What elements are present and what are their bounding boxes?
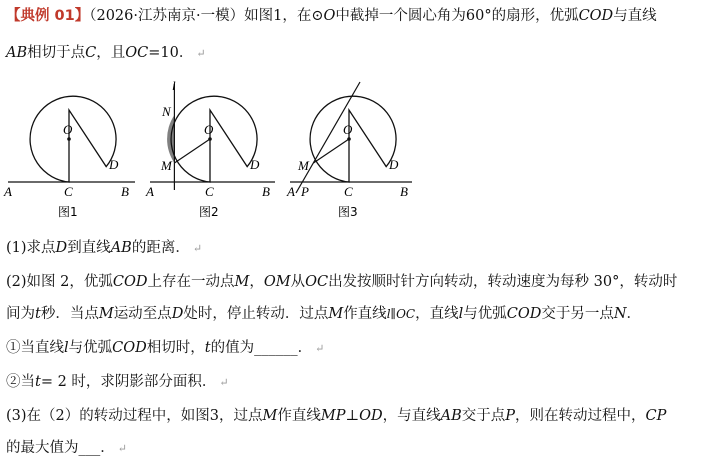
q2l2-var-N: N <box>613 306 627 322</box>
fig1-label-D: D <box>109 157 119 172</box>
question-1 <box>6 238 202 259</box>
fig2-label-M: M <box>161 158 172 173</box>
fig1-label-B: B <box>121 184 129 199</box>
fig3-center-dot <box>347 137 351 141</box>
var-COD: COD <box>578 8 614 24</box>
q2l2-text-h: 交于另一点 <box>541 306 614 322</box>
fig3-line-MP <box>296 82 360 193</box>
line2-text-a: 相切于点 <box>27 45 86 61</box>
q3-text-e: ，则在转动过程中， <box>515 408 646 424</box>
q2b-var-t: t <box>35 374 41 390</box>
q2a-text-a: ①当直线 <box>6 340 64 356</box>
q2-var-COD: COD <box>112 274 148 290</box>
q2b-text-a: ②当 <box>6 374 35 390</box>
fig2-caption: 图2 <box>199 205 219 219</box>
q2-text-b: 上存在一动点 <box>147 274 235 290</box>
q3-text-a: (3)在（2）的转动过程中，如图3，过点 <box>6 408 263 424</box>
problem-line-2 <box>6 43 206 64</box>
problem-header <box>6 6 657 26</box>
q1-var-AB: AB <box>110 240 132 256</box>
q2a-var-t: t <box>204 340 211 356</box>
q2l2-var-COD: COD <box>506 306 542 322</box>
q2-text-e: 出发按顺时针方向转动，转动速度为每秒 30°，转动时 <box>328 274 678 290</box>
q3-var-OD: OD <box>359 408 383 424</box>
q2l2-var-l: l <box>458 306 464 322</box>
q2-text-c: ， <box>249 274 264 290</box>
figure-2 <box>145 78 275 219</box>
q2b-text-b: = 2 时，求阴影部分面积． <box>40 374 217 390</box>
q2-text-d: 从 <box>290 274 306 290</box>
fig3-label-P: P <box>301 184 309 199</box>
q2l2-text-e: 作直线 <box>343 306 387 322</box>
q2-var-OC: OC <box>305 274 329 290</box>
q2a-text-d: 的值为______． <box>210 340 313 356</box>
fig2-label-A: A <box>146 184 154 199</box>
return-mark: ↵ <box>219 376 229 389</box>
q3-text-b: 作直线 <box>277 408 321 424</box>
fig3-label-B: B <box>400 184 408 199</box>
q3-var-AB: AB <box>440 408 462 424</box>
fig2-label-B: B <box>262 184 270 199</box>
fig2-label-N: N <box>162 104 171 119</box>
fig3-label-C: C <box>344 184 353 199</box>
return-mark: ↵ <box>192 242 203 255</box>
var-AB: AB <box>6 45 28 61</box>
q2l2-text-d: 处时，停止转动．过点 <box>183 306 329 322</box>
line2-text-b: ，且 <box>96 45 126 61</box>
question-2-line-2 <box>6 304 641 324</box>
q2l2-var-t: t <box>35 306 41 322</box>
q1-var-D: D <box>55 240 68 256</box>
var-OC: OC <box>125 45 149 61</box>
q2l2-var-M: M <box>98 306 114 322</box>
q3-var-P: P <box>505 408 516 424</box>
q3-var-MP: MP <box>320 408 346 424</box>
var-O: O <box>323 8 336 24</box>
q2l2-text-b: 秒．当点 <box>40 306 99 322</box>
var-C: C <box>85 45 97 61</box>
q2l2-text-a: 间为 <box>6 306 35 322</box>
fig2-label-C: C <box>205 184 214 199</box>
fig1-caption: 图1 <box>58 205 78 219</box>
return-mark: ↵ <box>315 342 325 355</box>
figure-1 <box>3 96 135 219</box>
q2l2-text-c: 运动至点 <box>113 306 172 322</box>
header-text-2: 中截掉一个圆心角为60°的扇形，优弧 <box>335 8 579 24</box>
q2l2-text-i: ． <box>626 306 642 322</box>
fig2-radius-OM <box>174 139 210 163</box>
q3-var-M: M <box>262 408 278 424</box>
q2l2-text-f: ，直线 <box>415 306 459 322</box>
fig3-caption: 图3 <box>338 205 358 219</box>
question-2-line-1 <box>6 272 677 292</box>
q3-var-CP: CP <box>645 408 667 424</box>
fig3-label-O: O <box>343 122 353 137</box>
fig1-label-A: A <box>4 184 12 199</box>
header-text-1: 如图1，在⊙ <box>244 8 324 24</box>
q2a-text-c: 相切时， <box>146 340 205 356</box>
fig2-circle-sector <box>171 96 257 182</box>
figures-panel <box>0 72 728 232</box>
q2l2-var-lOC: l∥OC <box>386 307 416 321</box>
q2a-var-l: l <box>64 340 69 356</box>
q2-var-M: M <box>234 274 250 290</box>
fig3-label-A: A <box>287 184 295 199</box>
fig2-label-O: O <box>204 122 214 137</box>
q3-text-c: ，与直线 <box>382 408 441 424</box>
question-3-line-2 <box>6 438 127 459</box>
header-text-3: 与直线 <box>613 8 657 24</box>
figure-3 <box>286 82 412 219</box>
q3l2-text-a: 的最大值为___． <box>6 440 115 456</box>
line2-text-c: =10． <box>148 45 194 61</box>
q3-text-d: 交于点 <box>461 408 506 424</box>
q1-text-3: 的距离． <box>131 240 190 256</box>
example-tag: 【典例 01】 <box>6 8 90 24</box>
q2l2-var-M2: M <box>328 306 344 322</box>
return-mark: ↵ <box>196 47 206 60</box>
q2-var-OM: OM <box>263 274 291 290</box>
return-mark: ↵ <box>117 442 127 455</box>
q2a-var-COD: COD <box>112 340 147 356</box>
fig2-center-dot <box>208 137 212 141</box>
fig1-label-O: O <box>63 122 73 137</box>
question-3-line-1 <box>6 406 666 426</box>
question-2-part-1 <box>6 338 324 359</box>
fig2-label-D: D <box>250 157 260 172</box>
q3-perp-symbol: ⊥ <box>345 408 360 424</box>
q2a-text-b: 与优弧 <box>68 340 113 356</box>
fig1-center-dot <box>67 137 71 141</box>
q1-text-2: 到直线 <box>67 240 111 256</box>
q1-text: (1)求点 <box>6 240 56 256</box>
fig3-radius-OM <box>313 139 349 163</box>
fig3-label-D: D <box>389 157 399 172</box>
question-2-part-2 <box>6 372 229 393</box>
fig2-label-l: l <box>172 78 176 93</box>
q2l2-text-g: 与优弧 <box>463 306 507 322</box>
fig1-circle-sector <box>30 96 116 182</box>
fig1-label-C: C <box>64 184 73 199</box>
fig3-label-M: M <box>298 158 309 173</box>
source-note: （2026·江苏南京·一模） <box>89 8 245 24</box>
fig3-circle-sector <box>310 96 396 182</box>
q2-text-a: (2)如图 2，优弧 <box>6 274 113 290</box>
q2l2-var-D: D <box>171 306 184 322</box>
